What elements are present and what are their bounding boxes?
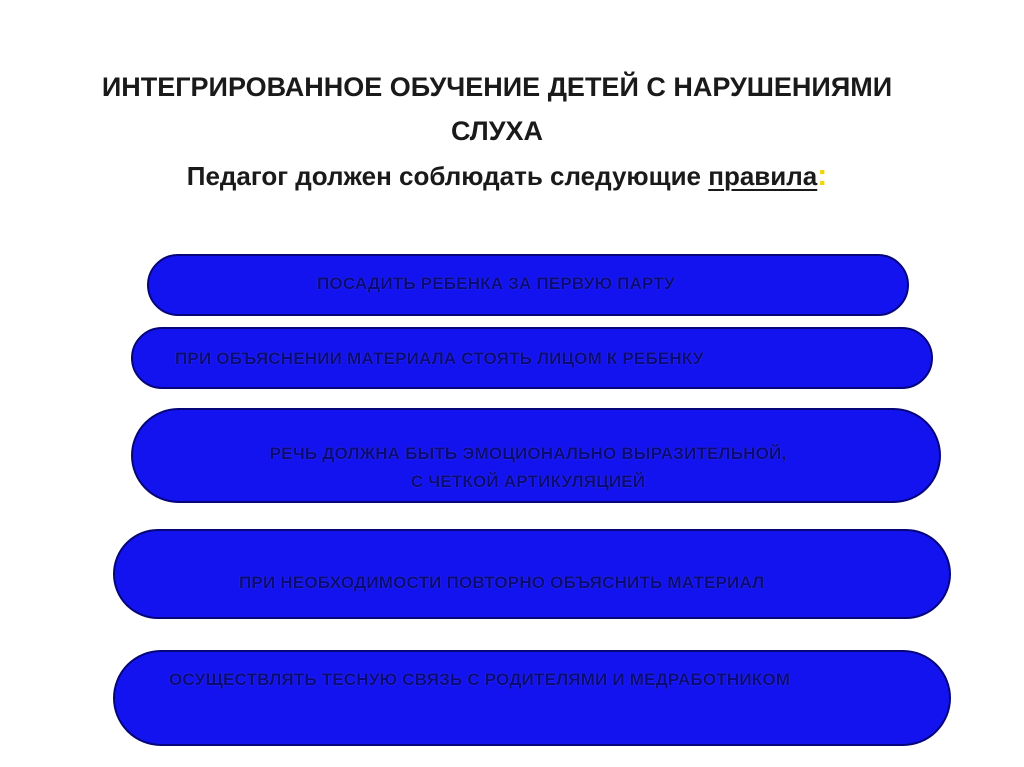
rule-pill-1 bbox=[147, 254, 909, 316]
slide-subtitle bbox=[20, 157, 994, 195]
rule-2-text: ПРИ ОБЪЯСНЕНИИ МАТЕРИАЛА СТОЯТЬ ЛИЦОМ К РЕБЕНКУ bbox=[175, 349, 704, 368]
subtitle-text: Педагог должен соблюдать следующие bbox=[186, 161, 709, 191]
rule-pill-3 bbox=[131, 408, 941, 503]
slide-title-line1: ИНТЕГРИРОВАННОЕ ОБУЧЕНИЕ ДЕТЕЙ С НАРУШЕНИЯМИ bbox=[101, 72, 893, 102]
rule-1-text: ПОСАДИТЬ РЕБЕНКА ЗА ПЕРВУЮ ПАРТУ bbox=[317, 274, 675, 293]
subtitle-colon: : bbox=[817, 159, 828, 192]
rule-4-text: ПРИ НЕОБХОДИМОСТИ ПОВТОРНО ОБЪЯСНИТЬ МАТЕРИАЛ bbox=[239, 573, 765, 592]
subtitle-underlined-word: правила bbox=[708, 161, 818, 191]
rule-3-text-line1: РЕЧЬ ДОЛЖНА БЫТЬ ЭМОЦИОНАЛЬНО ВЫРАЗИТЕЛЬНОЙ, bbox=[269, 444, 787, 463]
rule-pill-2 bbox=[131, 327, 933, 389]
rule-pill-5 bbox=[113, 650, 951, 746]
rule-3-text-line2: С ЧЕТКОЙ АРТИКУЛЯЦИЕЙ bbox=[410, 472, 646, 491]
rule-pill-4 bbox=[113, 529, 951, 619]
slide-title-line2: СЛУХА bbox=[450, 116, 544, 146]
rule-5-text: ОСУЩЕСТВЛЯТЬ ТЕСНУЮ СВЯЗЬ С РОДИТЕЛЯМИ И МЕДРАБОТНИКОМ bbox=[169, 670, 791, 689]
